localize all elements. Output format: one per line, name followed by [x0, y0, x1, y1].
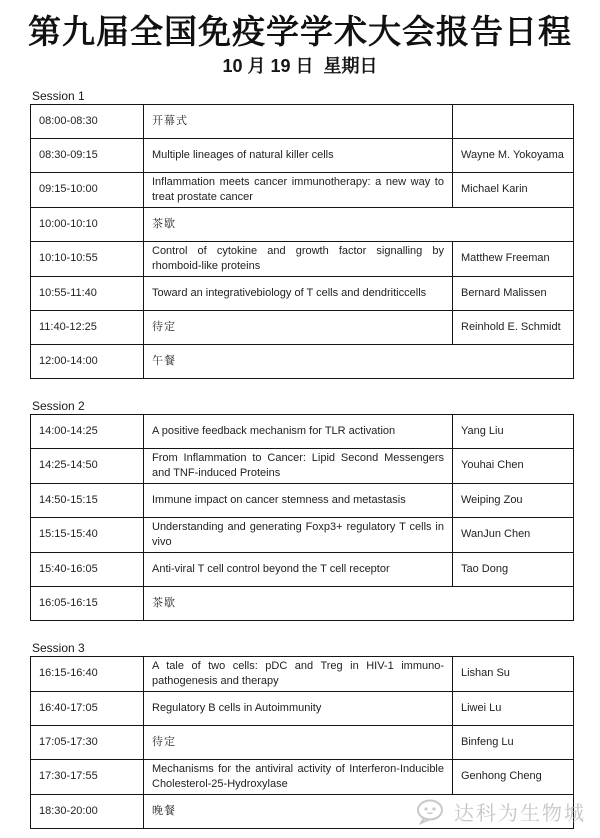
- time-cell: 18:30-20:00: [31, 794, 144, 828]
- session-2: [30, 399, 573, 621]
- schedule-row: [31, 759, 574, 794]
- talk-title-cell: Mechanisms for the antiviral activity of Interferon-Inducible Cholesterol-25-Hydroxylase: [144, 759, 453, 794]
- schedule-row: [31, 414, 574, 448]
- time-cell: 09:15-10:00: [31, 172, 144, 207]
- time-cell: 15:40-16:05: [31, 552, 144, 586]
- speaker-cell: Genhong Cheng: [453, 759, 574, 794]
- session-3-label: Session 3: [32, 640, 85, 655]
- speaker-cell: Bernard Malissen: [453, 276, 574, 310]
- time-cell: 17:30-17:55: [31, 759, 144, 794]
- session-2-label: Session 2: [32, 398, 85, 413]
- talk-title-cell: 午餐: [144, 344, 574, 378]
- time-cell: 10:55-11:40: [31, 276, 144, 310]
- schedule-row: [31, 344, 574, 378]
- schedule-row: [31, 104, 574, 138]
- time-cell: 16:15-16:40: [31, 656, 144, 691]
- speaker-cell: Tao Dong: [453, 552, 574, 586]
- talk-title-cell: Multiple lineages of natural killer cells: [144, 138, 453, 172]
- speaker-cell: Yang Liu: [453, 414, 574, 448]
- speaker-cell: WanJun Chen: [453, 517, 574, 552]
- schedule-row: [31, 138, 574, 172]
- time-cell: 17:05-17:30: [31, 725, 144, 759]
- talk-title-cell: A positive feedback mechanism for TLR activation: [144, 414, 453, 448]
- talk-title-cell: A tale of two cells: pDC and Treg in HIV-1 immuno-pathogenesis and therapy: [144, 656, 453, 691]
- time-cell: 08:30-09:15: [31, 138, 144, 172]
- time-cell: 16:05-16:15: [31, 586, 144, 620]
- schedule-row: [31, 241, 574, 276]
- talk-title-cell: 茶歇: [144, 586, 574, 620]
- speaker-cell: Liwei Lu: [453, 691, 574, 725]
- time-cell: 14:50-15:15: [31, 483, 144, 517]
- schedule-row: [31, 448, 574, 483]
- talk-title-cell: Regulatory B cells in Autoimmunity: [144, 691, 453, 725]
- time-cell: 08:00-08:30: [31, 104, 144, 138]
- schedule-row: [31, 691, 574, 725]
- talk-title-cell: Immune impact on cancer stemness and metastasis: [144, 483, 453, 517]
- session-1-table: [30, 104, 574, 379]
- talk-title-cell: Understanding and generating Foxp3+ regulatory T cells in vivo: [144, 517, 453, 552]
- talk-title-cell: Toward an integrativebiology of T cells and dendriticcells: [144, 276, 453, 310]
- session-1: [30, 89, 573, 379]
- talk-title-cell: 待定: [144, 310, 453, 344]
- talk-title-cell: 开幕式: [144, 104, 453, 138]
- time-cell: 15:15-15:40: [31, 517, 144, 552]
- talk-title-cell: From Inflammation to Cancer: Lipid Second Messengers and TNF-induced Proteins: [144, 448, 453, 483]
- time-cell: 10:10-10:55: [31, 241, 144, 276]
- schedule-row: [31, 794, 574, 828]
- speaker-cell: Matthew Freeman: [453, 241, 574, 276]
- schedule-row: [31, 586, 574, 620]
- speaker-cell: Binfeng Lu: [453, 725, 574, 759]
- time-cell: 14:00-14:25: [31, 414, 144, 448]
- speaker-cell: Youhai Chen: [453, 448, 574, 483]
- schedule-row: [31, 656, 574, 691]
- speaker-cell: Wayne M. Yokoyama: [453, 138, 574, 172]
- talk-title-cell: 待定: [144, 725, 453, 759]
- schedule-row: [31, 517, 574, 552]
- speaker-cell: Weiping Zou: [453, 483, 574, 517]
- schedule-row: [31, 172, 574, 207]
- page-date-subtitle: 10 月 19 日 星期日: [222, 56, 378, 77]
- talk-title-cell: 茶歇: [144, 207, 574, 241]
- time-cell: 12:00-14:00: [31, 344, 144, 378]
- schedule-row: [31, 276, 574, 310]
- session-1-label: Session 1: [32, 88, 85, 103]
- time-cell: 14:25-14:50: [31, 448, 144, 483]
- session-2-table: [30, 414, 574, 621]
- schedule-row: [31, 310, 574, 344]
- schedule-row: [31, 725, 574, 759]
- speaker-cell: Reinhold E. Schmidt: [453, 310, 574, 344]
- talk-title-cell: 晚餐: [144, 794, 574, 828]
- time-cell: 11:40-12:25: [31, 310, 144, 344]
- talk-title-cell: Control of cytokine and growth factor signalling by rhomboid-like proteins: [144, 241, 453, 276]
- session-3: [30, 641, 573, 829]
- talk-title-cell: Inflammation meets cancer immunotherapy: a new way to treat prostate cancer: [144, 172, 453, 207]
- time-cell: 16:40-17:05: [31, 691, 144, 725]
- talk-title-cell: Anti-viral T cell control beyond the T cell receptor: [144, 552, 453, 586]
- page-title: 第九届全国免疫学学术大会报告日程: [28, 12, 572, 51]
- schedule-row: [31, 207, 574, 241]
- schedule-row: [31, 552, 574, 586]
- speaker-cell: [453, 104, 574, 138]
- time-cell: 10:00-10:10: [31, 207, 144, 241]
- watermark-text: 达科为生物城: [454, 803, 586, 825]
- session-3-table: [30, 656, 574, 829]
- speaker-cell: Michael Karin: [453, 172, 574, 207]
- speaker-cell: Lishan Su: [453, 656, 574, 691]
- schedule-row: [31, 483, 574, 517]
